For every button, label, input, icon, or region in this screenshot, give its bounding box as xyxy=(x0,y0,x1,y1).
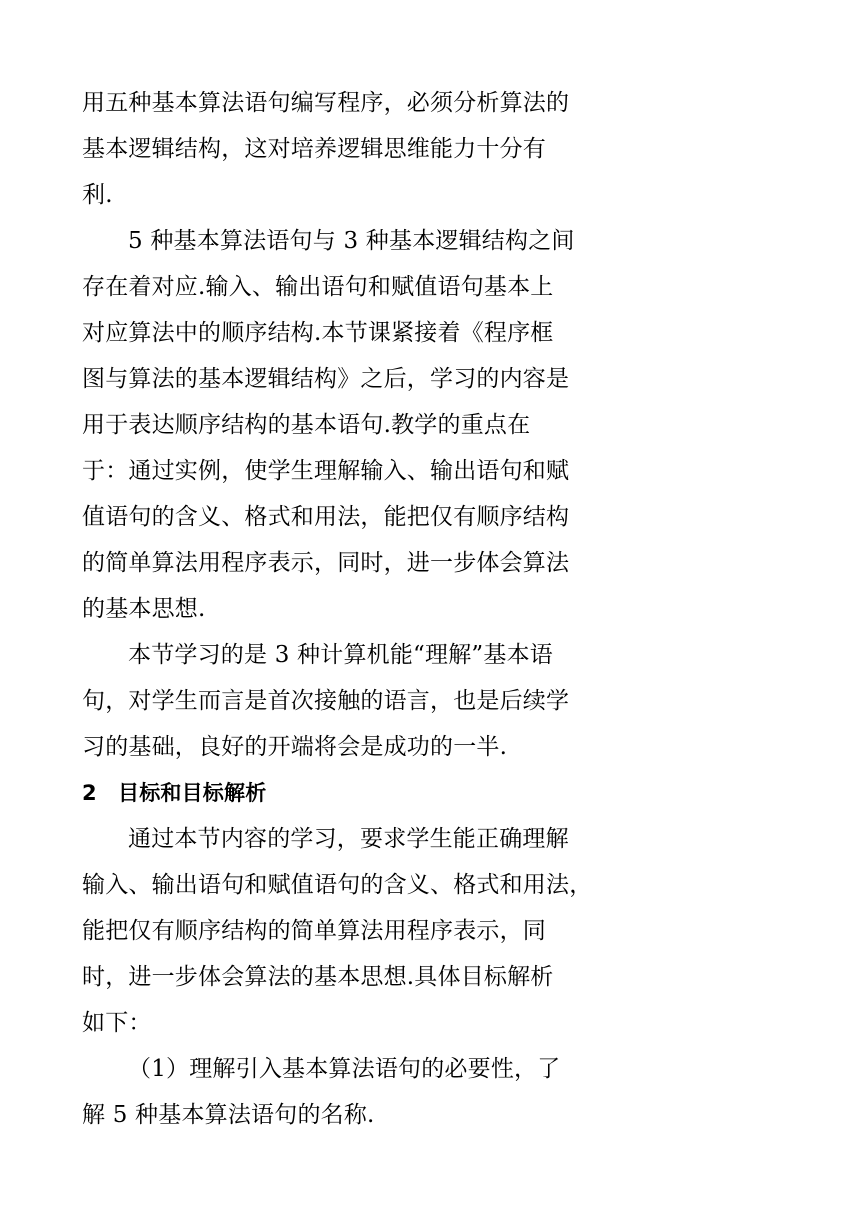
text-line: 本节学习的是 3 种计算机能“理解”基本语 xyxy=(128,642,553,668)
text-line: 输入、输出语句和赋值语句的含义、格式和用法， xyxy=(82,872,593,898)
text-line: 通过本节内容的学习，要求学生能正确理解 xyxy=(128,826,569,852)
section-title: 目标和目标解析 xyxy=(118,781,267,805)
paragraph-objectives xyxy=(82,816,593,1046)
text-line: （1）理解引入基本算法语句的必要性，了 xyxy=(128,1056,561,1082)
text-line: 用于表达顺序结构的基本语句.教学的重点在 xyxy=(82,412,531,438)
section-heading xyxy=(82,770,562,816)
text-line: 对应算法中的顺序结构.本节课紧接着《程序框 xyxy=(82,320,554,346)
text-line: 时，进一步体会算法的基本思想.具体目标解析 xyxy=(82,964,554,990)
text-line: 句，对学生而言是首次接触的语言，也是后续学 xyxy=(82,688,570,714)
text-line: 利. xyxy=(82,182,113,208)
text-line: 5 种基本算法语句与 3 种基本逻辑结构之间 xyxy=(128,228,575,254)
text-line: 能把仅有顺序结构的简单算法用程序表示，同 xyxy=(82,918,546,944)
text-line: 值语句的含义、格式和用法，能把仅有顺序结构 xyxy=(82,504,570,530)
text-line: 图与算法的基本逻辑结构》之后，学习的内容是 xyxy=(82,366,570,392)
paragraph-significance xyxy=(82,632,570,770)
paragraph-intro xyxy=(82,80,570,218)
text-line: 的简单算法用程序表示，同时，进一步体会算法 xyxy=(82,550,570,576)
document-page xyxy=(82,80,593,1138)
section-number: 2 xyxy=(82,781,97,805)
paragraph-objective-1 xyxy=(82,1046,562,1138)
text-line: 基本逻辑结构，这对培养逻辑思维能力十分有 xyxy=(82,136,546,162)
text-line: 如下： xyxy=(82,1010,152,1036)
text-line: 解 5 种基本算法语句的名称. xyxy=(82,1102,375,1128)
text-line: 的基本思想. xyxy=(82,596,206,622)
text-line: 用五种基本算法语句编写程序，必须分析算法的 xyxy=(82,90,570,116)
text-line: 于：通过实例，使学生理解输入、输出语句和赋 xyxy=(82,458,570,484)
text-line: 习的基础，良好的开端将会是成功的一半. xyxy=(82,734,508,760)
text-line: 存在着对应.输入、输出语句和赋值语句基本上 xyxy=(82,274,554,300)
paragraph-correspondence xyxy=(82,218,575,632)
